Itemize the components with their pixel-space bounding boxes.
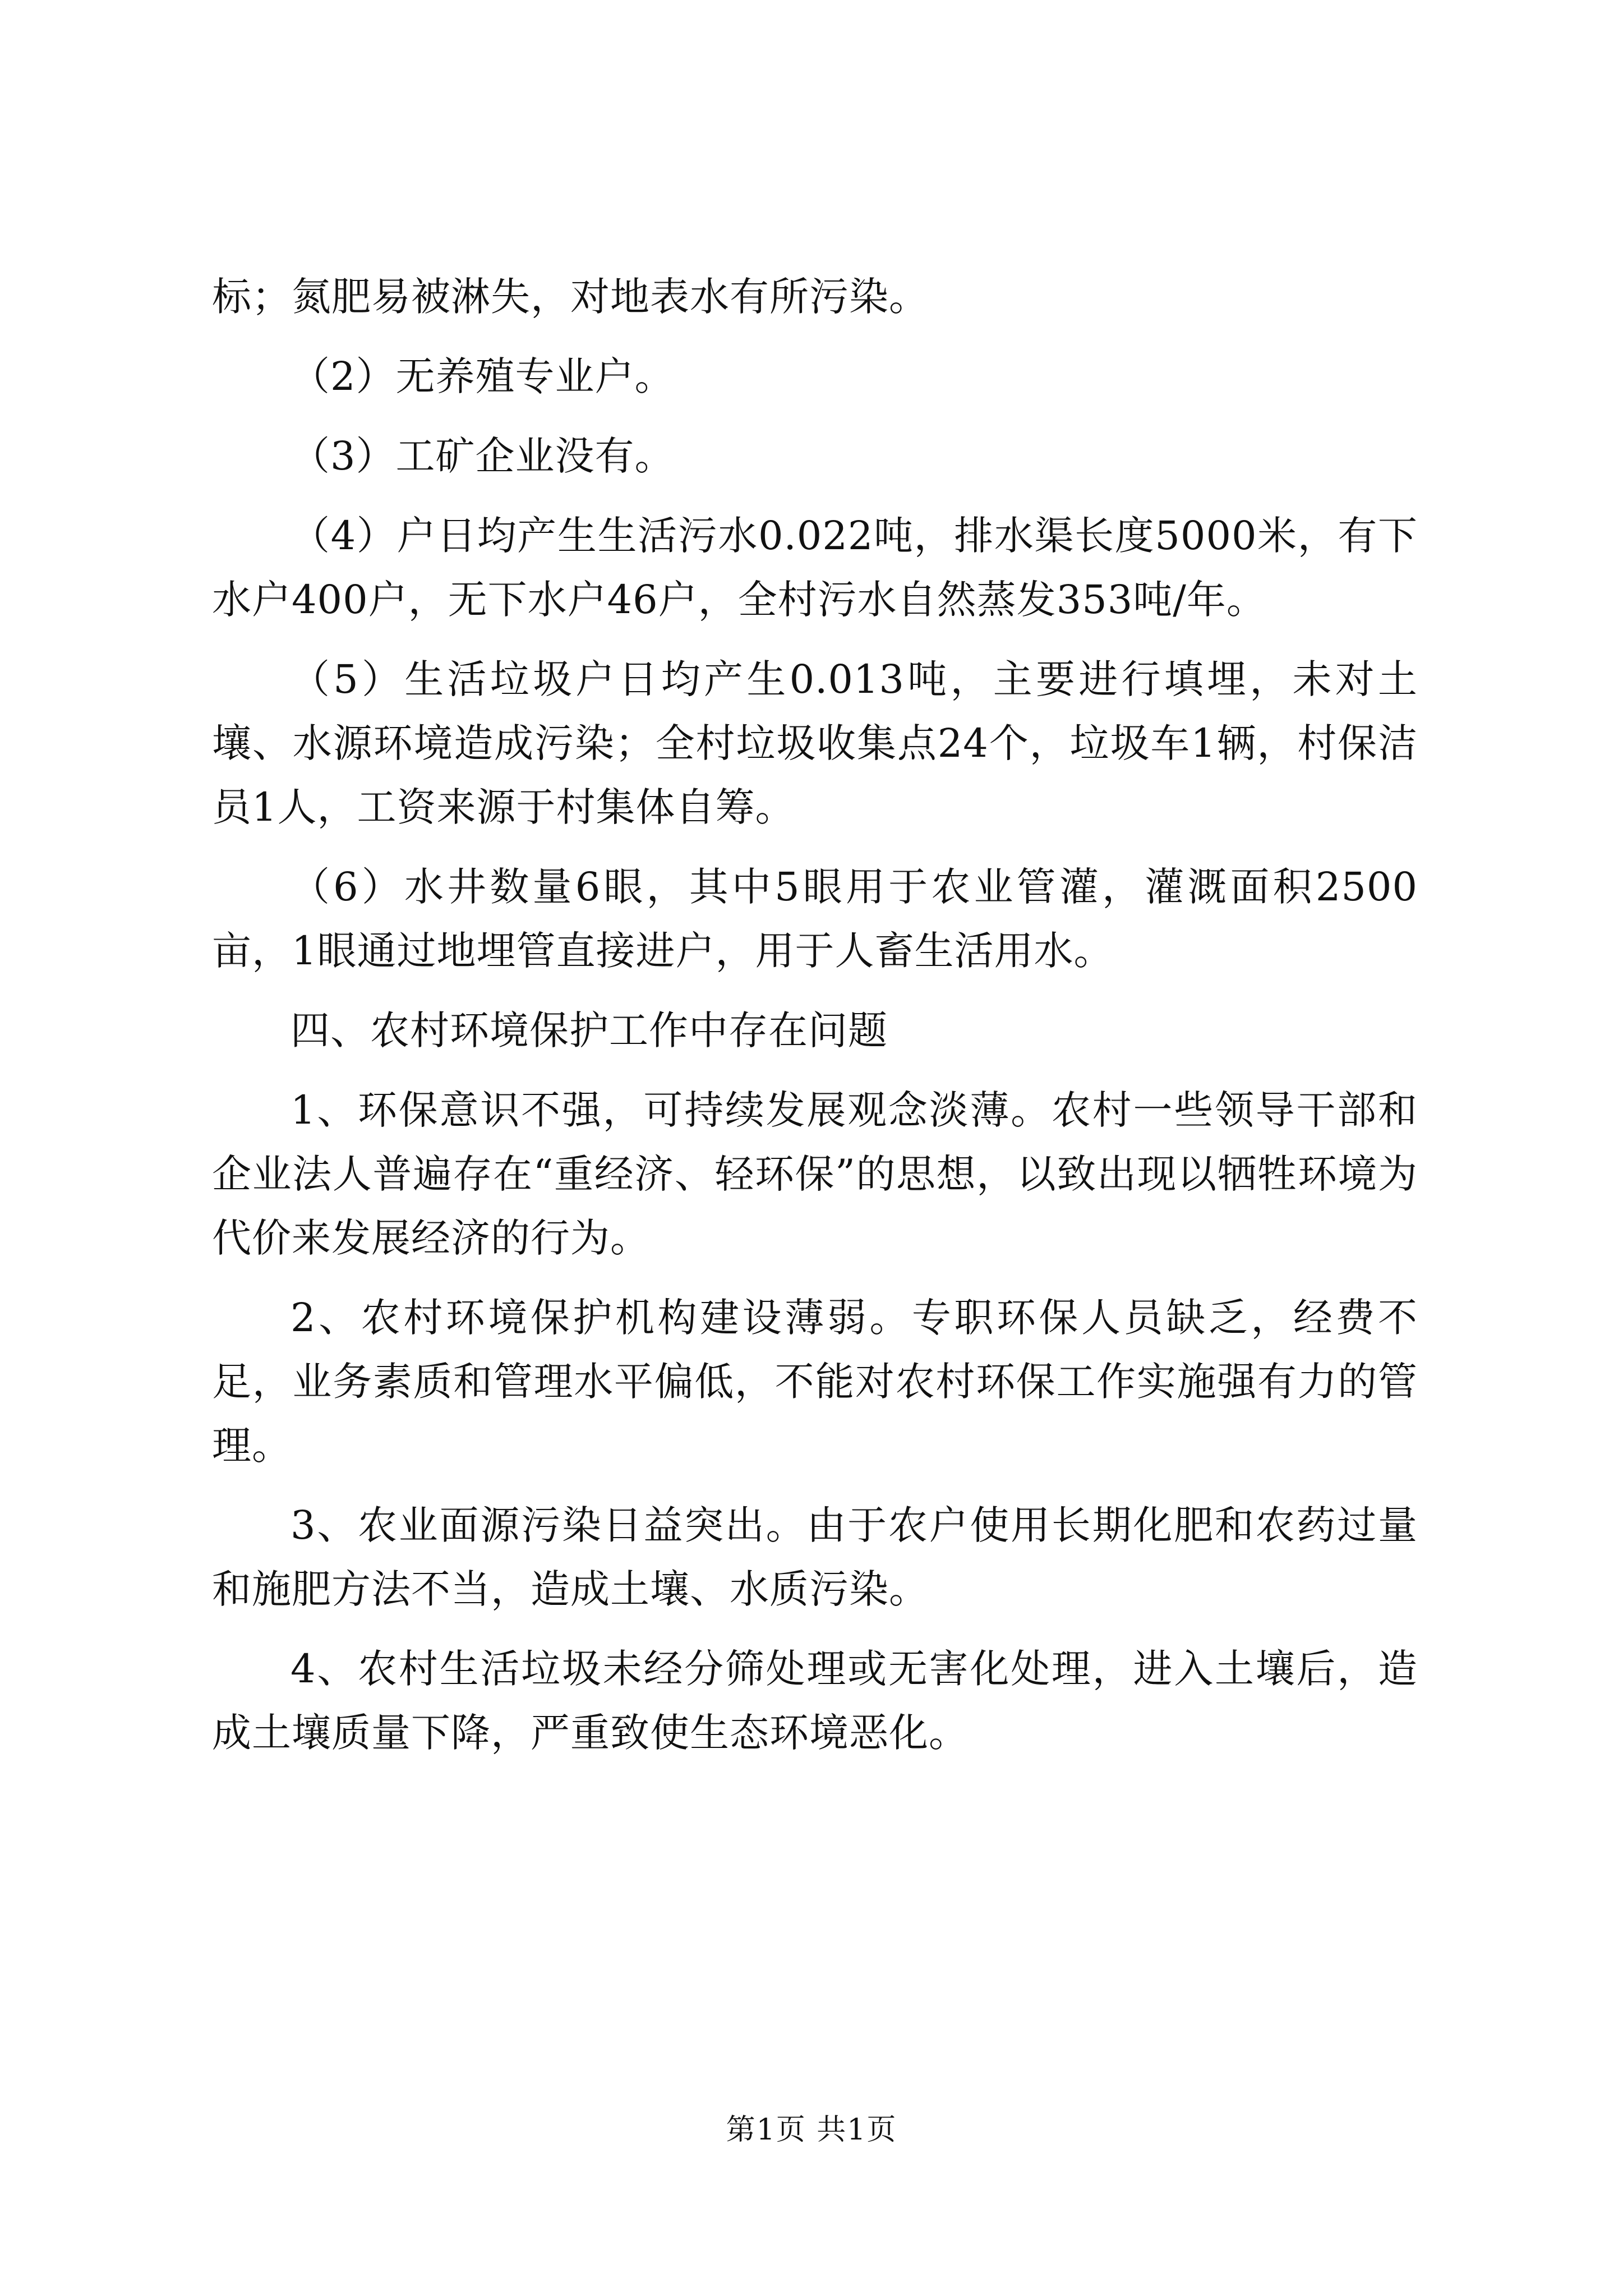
- paragraph-item-5: （5）生活垃圾户日均产生0.013吨，主要进行填埋，未对土壤、水源环境造成污染；全村垃圾收集点24个，垃圾车1辆，村保洁员1人，工资来源于村集体自筹。: [212, 656, 1418, 830]
- section-heading: 四、农村环境保护工作中存在问题: [291, 1007, 888, 1053]
- paragraph-item-6: （6）水井数量6眼，其中5眼用于农业管灌，灌溉面积2500亩，1眼通过地埋管直接进户，用于人畜生活用水。: [212, 864, 1418, 974]
- page-footer: 第1页 共1页: [726, 2113, 897, 2147]
- problem-item-4: 4、农村生活垃圾未经分筛处理或无害化处理，进入土壤后，造成土壤质量下降，严重致使生态环境恶化。: [212, 1646, 1418, 1756]
- problem-item-3: 3、农业面源污染日益突出。由于农户使用长期化肥和农药过量和施肥方法不当，造成土壤、水质污染。: [212, 1502, 1418, 1612]
- paragraph-item-4: （4）户日均产生生活污水0.022吨，排水渠长度5000米，有下水户400户，无下水户46户，全村污水自然蒸发353吨/年。: [212, 513, 1418, 623]
- paragraph-item-3: （3）工矿企业没有。: [291, 433, 675, 479]
- problem-item-1: 1、环保意识不强，可持续发展观念淡薄。农村一些领导干部和企业法人普遍存在“重经济、轻环保”的思想，以致出现以牺牲环境为代价来发展经济的行为。: [212, 1087, 1418, 1261]
- paragraph-item-2: （2）无养殖专业户。: [291, 353, 675, 399]
- paragraph-continuation: 标；氮肥易被淋失，对地表水有所污染。: [212, 274, 929, 320]
- problem-item-2: 2、农村环境保护机构建设薄弱。专职环保人员缺乏，经费不足，业务素质和管理水平偏低，不能对农村环保工作实施强有力的管理。: [212, 1295, 1418, 1469]
- document-body: [212, 265, 1418, 1780]
